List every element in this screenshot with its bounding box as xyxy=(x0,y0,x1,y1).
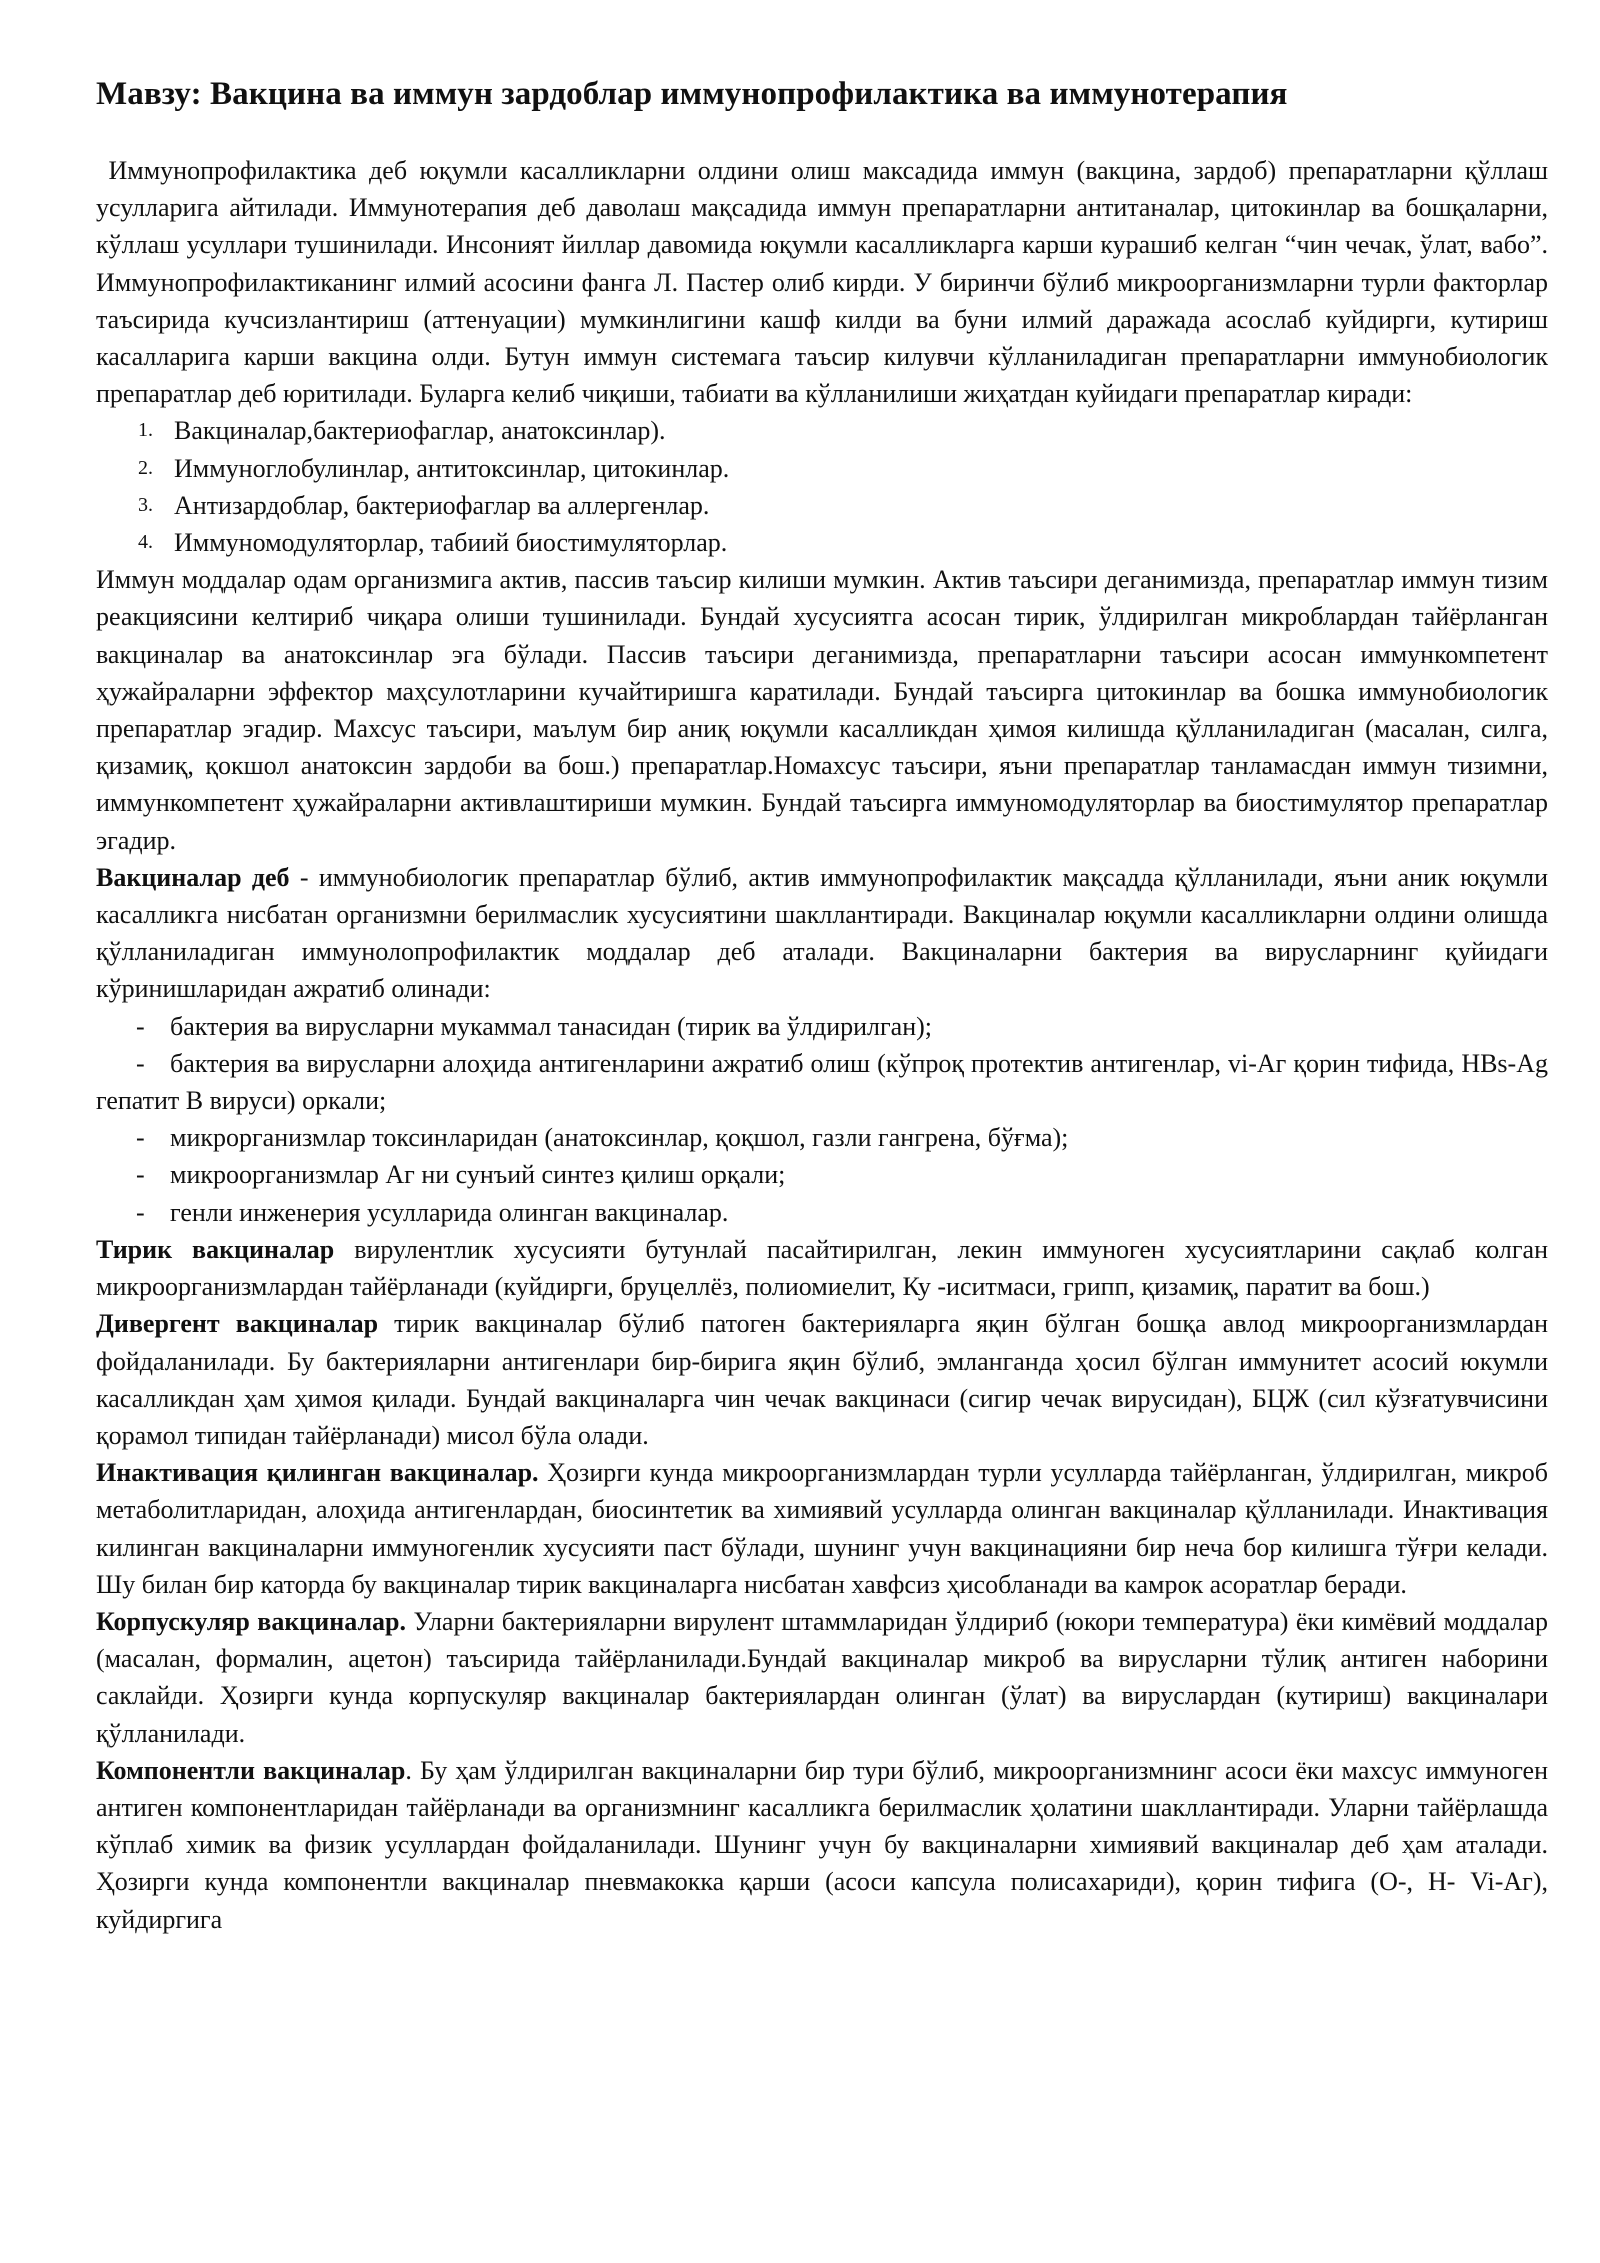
vaccines-definition-paragraph: Вакциналар деб - иммунобиологик препаратлар бўлиб, актив иммунопрофилактик мақсадда қўлланилади, яъни аник юқумли касалликга нисбатан организмни берилмаслик хусусиятини шакллантиради. Вакциналар юқумли касалликларни олдини олишда қўлланиладиган иммунолопрофилактик моддалар деб аталади. Вакциналарни бактерия ва вирусларнинг қуйидаги кўринишларидан ажратиб олинади: xyxy=(96,862,1549,1004)
list-item: 3. Антизардоблар, бактериофаглар ва аллергенлар. xyxy=(138,490,710,520)
list-item: - генли инженерия усулларида олинган вакциналар. xyxy=(136,1197,729,1227)
term-heading: Тирик вакциналар xyxy=(96,1234,335,1264)
divergent-vaccines-paragraph: Дивергент вакциналар тирик вакциналар бўлиб патоген бактерияларга яқин бўлган бошқа авлод микроорганизмлардан фойдаланилади. Бу бактерияларни антигенлари бир-бирига яқин бўлиб, эмланганда ҳосил бўлган иммунитет асосий юкумли касалликдан ҳам ҳимоя қилади. Бундай вакциналарга чин чечак вакцинаси (сигир чечак вирусидан), БЦЖ (сил кўзғатувчисини қорамол типидан тайёрланади) мисол бўла олади. xyxy=(96,1309,1548,1450)
page-title: Мавзу: Вакцина ва иммун зардоблар иммунопрофилактика ва иммунотерапия xyxy=(96,76,1288,112)
list-item: 1. Вакциналар,бактериофаглар, анатоксинлар). xyxy=(138,416,666,446)
term-heading: Корпускуляр вакциналар. xyxy=(96,1606,407,1636)
term-heading: Инактивация қилинган вакциналар. xyxy=(96,1458,539,1488)
inactivated-vaccines-paragraph: Инактивация қилинган вакциналар. Ҳозирги кунда микроорганизмлардан турли усулларда тайёрланган, ўлдирилган, микроб метаболитларидан, алоҳида антигенлардан, биосинтетик ва химиявий усулларда олинган вакциналар қўлланилади. Инактивация килинган вакциналарни иммуногенлик хусусияти паст бўлади, шунинг учун вакцинацияни бир неча бор килишга тўғри келади. Шу билан бир каторда бу вакциналар тирик вакциналарга нисбатан хавфсиз ҳисобланади ва камрок асоратлар беради. xyxy=(96,1458,1548,1599)
intro-text: Иммунопрофилактика деб юқумли касалликларни олдини олиш максадида иммун (вакцина, зардоб) препаратларни қўллаш усулларига айтилади. Иммунотерапия деб даволаш мақсадида иммун препаратларни антитаналар, цитокинлар ва бошқаларни, кўллаш усуллари тушинилади. Инсоният йиллар давомида юқумли касалликларга карши курашиб келган “чин чечак, ўлат, вабо”. Иммунопрофилактиканинг илмий асосини фанга Л. Пастер олиб кирди. У биринчи бўлиб микроорганизмларни турли факторлар таъсирида кучсизлантириш (аттенуации) мумкинлигини кашф килди ва буни илмий даражада асослаб куйдирги, кутириш касалларига карши вакцина олди. Бутун иммун системага таъсир килувчи кўлланиладиган препаратларни иммунобиологик препаратлар деб юритилади. Буларга келиб чиқиши, табиати ва кўлланилиши жиҳатдан куйидаги препаратлар киради: xyxy=(96,156,1549,409)
document-page xyxy=(96,74,1548,1938)
corpuscular-vaccines-paragraph: Корпускуляр вакциналар. Уларни бактерияларни вирулент штаммларидан ўлдириб (юкори температура) ёки кимёвий моддалар (масалан, формалин, ацетон) таъсирида тайёрланилади.Бундай вакциналар микроб ва вирусларни тўлиқ антиген наборини саклайди. Ҳозирги кунда корпускуляр вакциналар бактериялардан олинган (ўлат) ва вируслардан (кутириш) вакциналари қўлланилади. xyxy=(96,1606,1548,1748)
list-item: - бактерия ва вирусларни мукаммал танасидан (тирик ва ўлдирилган); xyxy=(136,1011,933,1041)
list-item: - микроорганизмлар Аг ни сунъий синтез қилиш орқали; xyxy=(136,1160,786,1190)
list-item: 2. Иммуноглобулинлар, антитоксинлар, цитокинлар. xyxy=(138,453,730,483)
preparations-list xyxy=(96,412,1548,561)
component-vaccines-paragraph: Компонентли вакциналар. Бу ҳам ўлдирилган вакциналарни бир тури бўлиб, микроорганизмнинг асоси ёки махсус иммуноген антиген компонентларидан тайёрланади ва организмнинг касалликга берилмаслик ҳолатини шакллантиради. Уларни тайёрлашда кўплаб химик ва физик усуллардан фойдаланилади. Шунинг учун бу вакциналарни химиявий вакциналар деб ҳам аталади. Ҳозирги кунда компонентли вакциналар пневмакокка қарши (асоси капсула полисахариди), қорин тифига (О-, Н- Vi-Аг), куйдиргига xyxy=(96,1755,1548,1934)
list-item: 4. Иммуномодуляторлар, табиий биостимуляторлар. xyxy=(138,528,728,558)
term-heading: Дивергент вакциналар xyxy=(96,1309,379,1339)
live-vaccines-paragraph: Тирик вакциналар вирулентлик хусусияти бутунлай пасайтирилган, лекин иммуноген хусусиятларини сақлаб колган микроорганизмлардан тайёрланади (куйдирги, бруцеллёз, полиомиелит, Ку -иситмаси, грипп, қизамиқ, паратит ва бош.) xyxy=(96,1234,1549,1302)
list-item: - микрорганизмлар токсинларидан (анатоксинлар, қоқшол, газли гангрена, бўғма); xyxy=(136,1123,1069,1153)
intro-paragraph xyxy=(96,152,1548,412)
vaccine-sources-list xyxy=(96,1008,1548,1231)
list-item: - бактерия ва вирусларни алоҳида антигенларини ажратиб олиш (кўпроқ протектив антигенлар, vi-Аг қорин тифида, HBs-Ag гепатит B вируси) оркали; xyxy=(96,1048,1548,1116)
term-heading: Вакциналар деб xyxy=(96,862,290,892)
immune-effects-paragraph: Иммун моддалар одам организмига актив, пассив таъсир килиши мумкин. Актив таъсири деганимизда, препаратлар иммун тизим реакциясини келтириб чиқара олиши тушинилади. Бундай хусусиятга асосан тирик, ўлдирилган микроблардан тайёрланган вакциналар ва анатоксинлар эга бўлади. Пассив таъсири деганимизда, препаратларни таъсири асосан иммункомпетент ҳужайраларни эффектор маҳсулотларини кучайтиришга каратилади. Бундай таъсирга цитокинлар ва бошка иммунобиологик препаратлар эгадир. Махсус таъсири, маълум бир аниқ юқумли касалликдан ҳимоя килишда қўлланиладиган (масалан, силга, қизамиқ, қокшол анатоксин зардоби ва бош.) препаратлар.Номахсус таъсири, яъни препаратлар танламасдан иммун тизимни, иммункомпетент ҳужайраларни активлаштириши мумкин. Бундай таъсирга иммуномодуляторлар ва биостимулятор препаратлар эгадир. xyxy=(96,565,1548,855)
term-heading: Компонентли вакциналар xyxy=(96,1755,406,1785)
